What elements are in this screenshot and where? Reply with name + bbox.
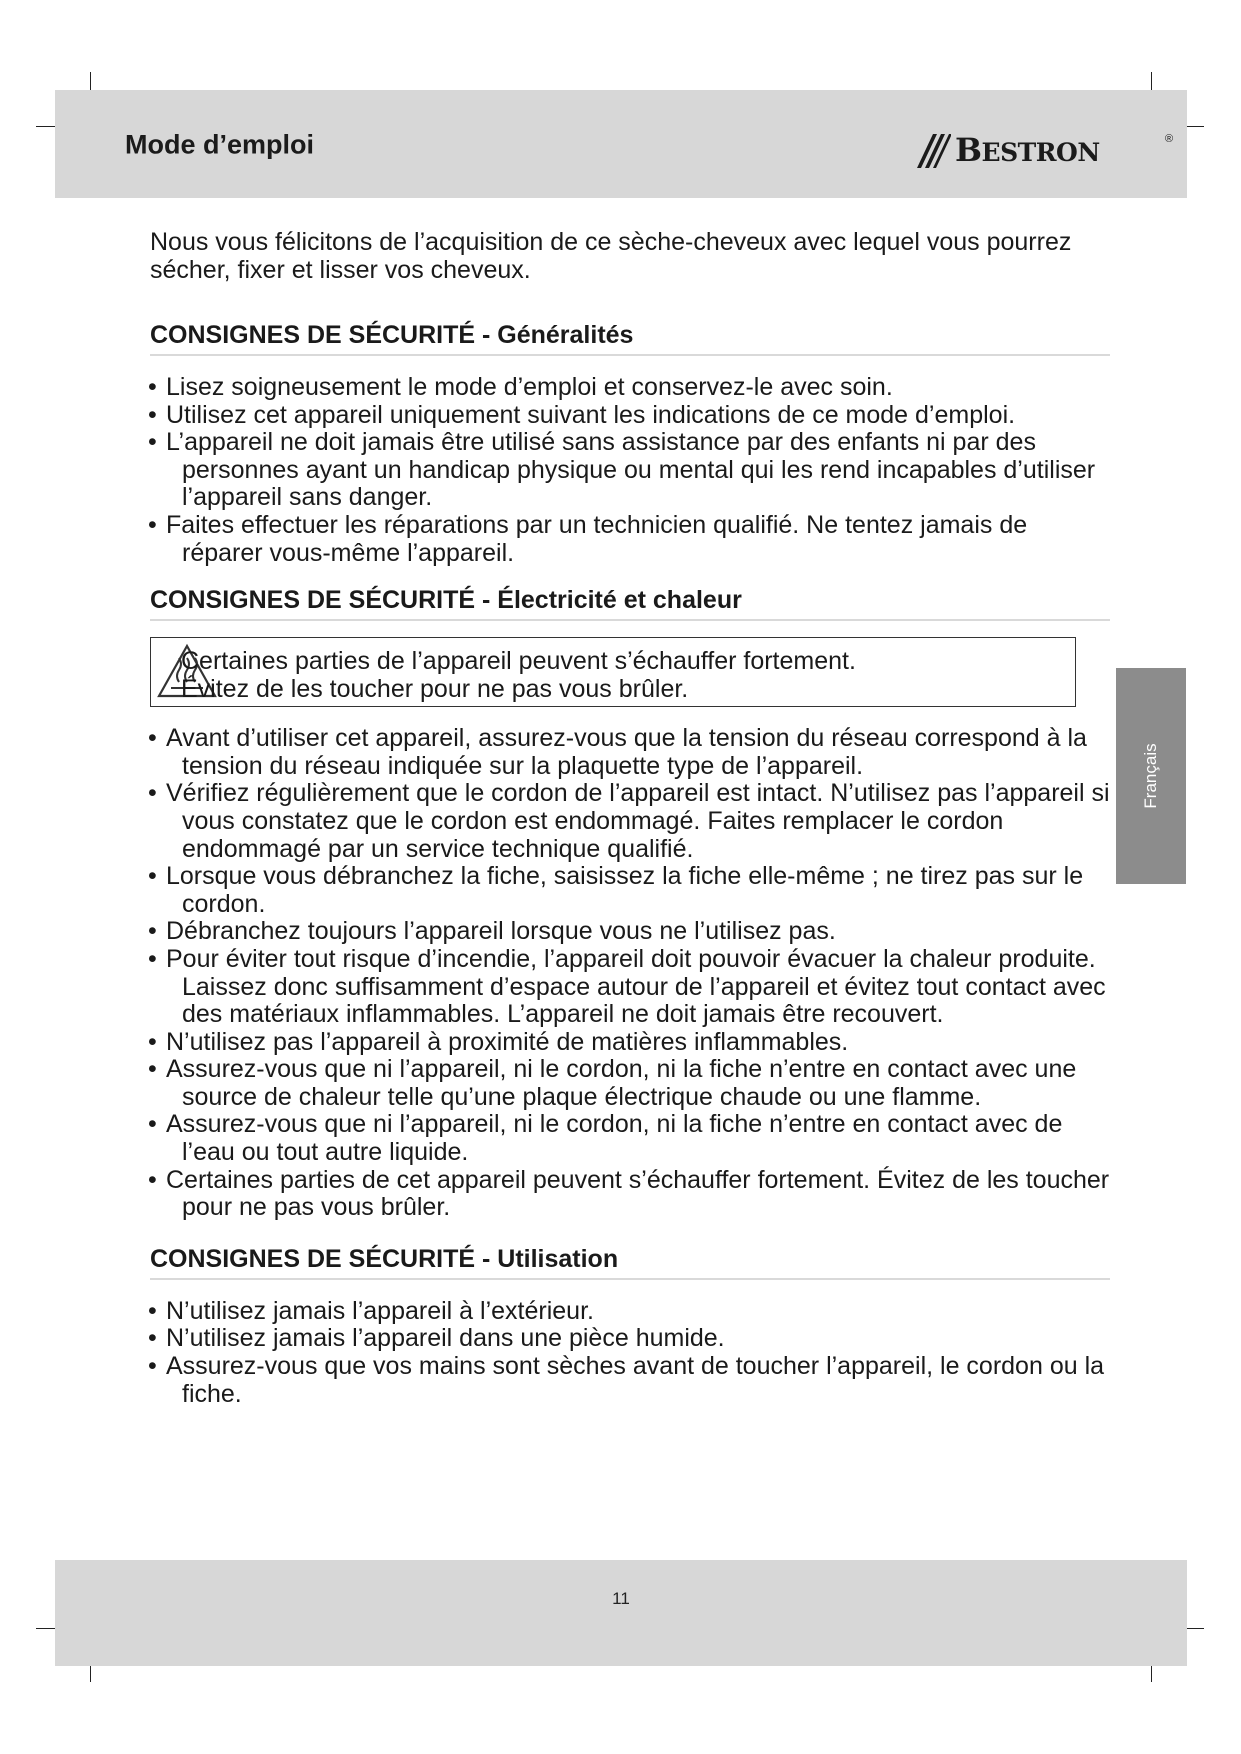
- bullet-glyph: •: [148, 400, 157, 429]
- bullet-glyph: •: [148, 373, 157, 401]
- bullet-glyph: •: [148, 1055, 157, 1084]
- page-number: 11: [612, 1589, 630, 1608]
- list-item: • Assurez-vous que ni l’appareil, ni le cordon, ni la fiche n’entre en contact avec de l’eau ou tout autre liquide.: [148, 1110, 1063, 1167]
- brand-initial: B: [955, 131, 982, 169]
- bullet-glyph: •: [148, 1352, 157, 1381]
- brand-name: [955, 128, 1100, 175]
- bullet-glyph: •: [148, 1324, 157, 1353]
- list-item: • N’utilisez jamais l’appareil à l’extérieur.: [148, 1296, 594, 1325]
- list-item: • N’utilisez pas l’appareil à proximité de matières inflammables.: [148, 1027, 849, 1056]
- list-generalites: [150, 374, 1110, 567]
- bullet-glyph: •: [148, 1110, 157, 1139]
- brand-logo: [915, 128, 1177, 172]
- list-item: • L’appareil ne doit jamais être utilisé sans assistance par des enfants ni par des personnes ayant un handicap physique ou mental qui les rend incapables d’utiliser l’appareil sans danger.: [148, 428, 1096, 512]
- warning-line: Certaines parties de l’appareil peuvent s’échauffer fortement.: [181, 647, 856, 676]
- intro-paragraph: Nous vous félicitons de l’acquisition de ce sèche-cheveux avec lequel vous pourrez sécher, fixer et lisser vos cheveux.: [150, 228, 1072, 284]
- section-heading-generalites: CONSIGNES DE SÉCURITÉ - Généralités: [150, 320, 1110, 356]
- language-tab: [1116, 668, 1186, 884]
- bullet-glyph: •: [148, 510, 157, 539]
- list-item: • Faites effectuer les réparations par un technicien qualifié. Ne tentez jamais de réparer vous-même l’appareil.: [148, 510, 1028, 567]
- bullet-glyph: •: [148, 1165, 157, 1194]
- list-item: • Vérifiez régulièrement que le cordon de l’appareil est intact. N’utilisez pas l’appareil si vous constatez que le cordon est endommagé. Faites remplacer le cordon endommagé par un service technique qualifié.: [148, 779, 1110, 863]
- language-tab-label: Français: [1141, 743, 1160, 809]
- main-content: [150, 228, 1110, 1408]
- list-item: • Utilisez cet appareil uniquement suivant les indications de ce mode d’emploi.: [148, 400, 1016, 429]
- list-item: • Lisez soigneusement le mode d’emploi et conservez-le avec soin.: [148, 373, 893, 401]
- bullet-glyph: •: [148, 862, 157, 891]
- warning-box: [150, 637, 1076, 707]
- bullet-glyph: •: [148, 779, 157, 808]
- list-item: • Assurez-vous que ni l’appareil, ni le cordon, ni la fiche n’entre en contact avec une source de chaleur telle qu’une plaque électrique chaude ou une flamme.: [148, 1055, 1077, 1111]
- header-band: [55, 90, 1187, 198]
- section-heading-electricite: CONSIGNES DE SÉCURITÉ - Électricité et chaleur: [150, 585, 1110, 621]
- section-heading-utilisation: CONSIGNES DE SÉCURITÉ - Utilisation: [150, 1244, 1110, 1280]
- bullet-glyph: •: [148, 428, 157, 457]
- bullet-glyph: •: [148, 917, 157, 946]
- bullet-glyph: •: [148, 1027, 157, 1056]
- bullet-glyph: •: [148, 1296, 157, 1325]
- footer-band: [55, 1560, 1187, 1666]
- list-item: • N’utilisez jamais l’appareil dans une pièce humide.: [148, 1324, 725, 1353]
- bullet-glyph: •: [148, 944, 157, 973]
- warning-line: Évitez de les toucher pour ne pas vous brûler.: [181, 675, 689, 704]
- list-item: • Pour éviter tout risque d’incendie, l’appareil doit pouvoir évacuer la chaleur produite. Laissez donc suffisamment d’espace autour de l’appareil et évitez tout contact avec des matériaux inflammables. L’appareil ne doit jamais être recouvert.: [148, 944, 1106, 1029]
- list-item: • Avant d’utiliser cet appareil, assurez-vous que la tension du réseau correspond à la tension du réseau indiquée sur la plaquette type de l’appareil.: [148, 724, 1087, 780]
- list-item: • Certaines parties de cet appareil peuvent s’échauffer fortement. Évitez de les toucher pour ne pas vous brûler.: [148, 1165, 1110, 1222]
- brand-rest: ESTRON: [981, 138, 1100, 167]
- list-utilisation: [150, 1298, 1110, 1408]
- warning-text: [181, 647, 856, 703]
- list-electricite: [150, 725, 1110, 1222]
- list-item: • Lorsque vous débranchez la fiche, saisissez la fiche elle-même ; ne tirez pas sur le cordon.: [148, 862, 1084, 918]
- list-item: • Assurez-vous que vos mains sont sèches avant de toucher l’appareil, le cordon ou la fiche.: [148, 1352, 1105, 1408]
- bullet-glyph: •: [148, 724, 157, 753]
- list-item: • Débranchez toujours l’appareil lorsque vous ne l’utilisez pas.: [148, 917, 836, 946]
- registered-mark: ®: [1165, 133, 1174, 145]
- page-title: Mode d’emploi: [125, 129, 314, 160]
- bestron-chevrons-icon: [915, 128, 951, 172]
